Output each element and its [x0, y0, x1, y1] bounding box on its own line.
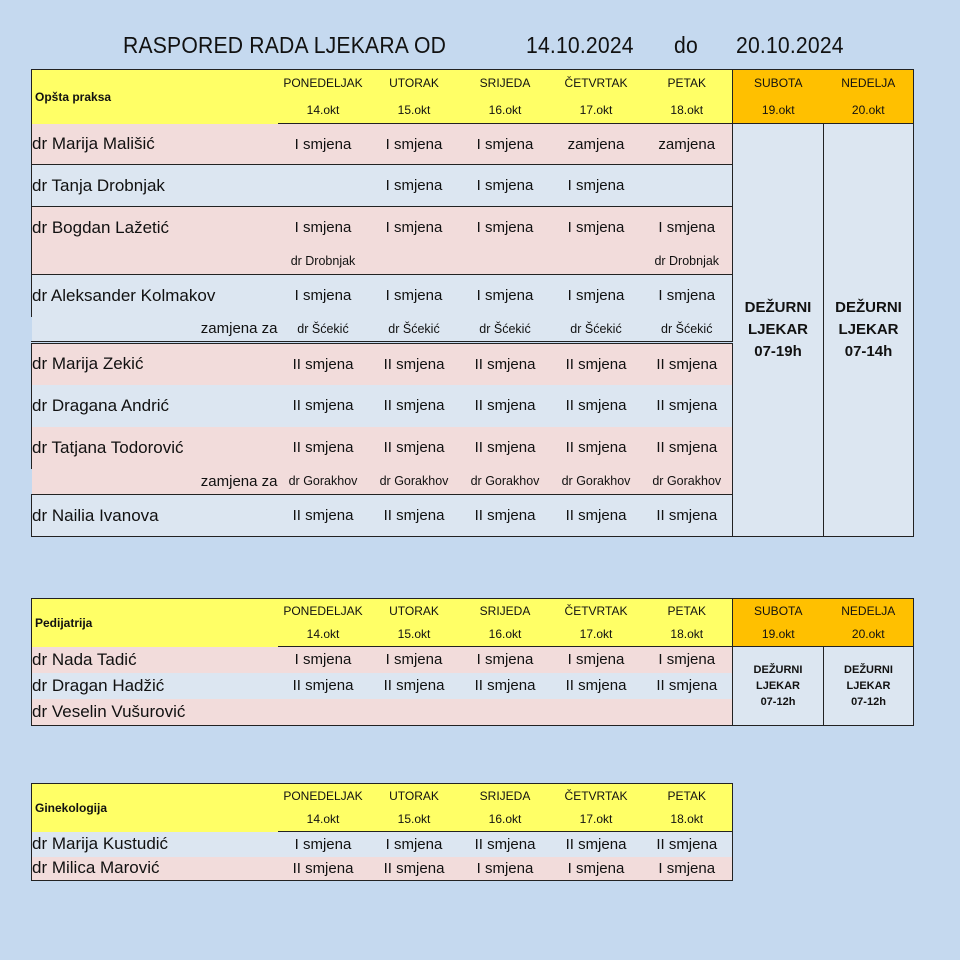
day-header: NEDELJA — [824, 70, 914, 97]
day-header: PONEDELJAK — [278, 784, 369, 808]
shift-cell: I smjena — [278, 275, 369, 317]
shift-cell: II smjena — [551, 427, 642, 469]
date-to: 20.10.2024 — [736, 32, 844, 58]
shift-cell: II smjena — [551, 673, 642, 699]
shift-cell: I smjena — [551, 857, 642, 881]
replacement-cell: dr Šćekić — [278, 317, 369, 343]
day-header: PONEDELJAK — [278, 599, 369, 623]
shift-cell: II smjena — [460, 832, 551, 857]
shift-cell: I smjena — [460, 124, 551, 165]
shift-cell: II smjena — [278, 385, 369, 427]
shift-cell: I smjena — [278, 647, 369, 673]
shift-cell: I smjena — [369, 207, 460, 249]
shift-cell: II smjena — [369, 673, 460, 699]
day-header: SUBOTA — [733, 599, 824, 623]
day-header: SRIJEDA — [460, 599, 551, 623]
shift-cell: I smjena — [369, 275, 460, 317]
replacement-cell — [460, 249, 551, 275]
replacement-label: zamjena za — [32, 469, 278, 495]
duty-line: 07-12h — [760, 696, 796, 708]
replacement-cell: dr Gorakhov — [460, 469, 551, 495]
table-row — [32, 832, 733, 857]
section-title: Pedijatrija — [32, 599, 278, 647]
duty-line: DEŽURNI — [835, 299, 902, 316]
day-date: 15.okt — [369, 808, 460, 832]
ginekologija-table — [31, 783, 733, 881]
shift-cell: II smjena — [642, 427, 733, 469]
shift-cell: II smjena — [278, 343, 369, 385]
shift-cell: II smjena — [551, 343, 642, 385]
shift-cell: II smjena — [278, 673, 369, 699]
day-date: 16.okt — [460, 97, 551, 124]
day-date: 18.okt — [642, 97, 733, 124]
shift-cell: II smjena — [551, 385, 642, 427]
shift-cell: II smjena — [460, 385, 551, 427]
shift-cell: I smjena — [551, 165, 642, 207]
duty-line: LJEKAR — [747, 321, 808, 338]
shift-cell: II smjena — [460, 673, 551, 699]
replacement-cell: dr Šćekić — [369, 317, 460, 343]
doctor-name: dr Milica Marović — [32, 857, 278, 881]
shift-cell: I smjena — [460, 857, 551, 881]
day-header: UTORAK — [369, 784, 460, 808]
day-date: 14.okt — [278, 808, 369, 832]
saturday-duty — [733, 124, 824, 537]
shift-cell: II smjena — [278, 427, 369, 469]
shift-cell — [642, 699, 733, 726]
page-title: RASPORED RADA LJEKARA OD — [123, 32, 447, 58]
day-date: 20.okt — [824, 623, 914, 647]
replacement-cell: dr Šćekić — [642, 317, 733, 343]
opsta-praksa-table — [31, 69, 914, 537]
shift-cell: I smjena — [460, 275, 551, 317]
shift-cell — [278, 165, 369, 207]
shift-cell: II smjena — [551, 832, 642, 857]
shift-cell: I smjena — [460, 647, 551, 673]
sunday-duty — [824, 124, 914, 537]
replacement-cell: dr Drobnjak — [642, 249, 733, 275]
replacement-cell: dr Gorakhov — [278, 469, 369, 495]
table-row — [32, 124, 914, 165]
day-date: 16.okt — [460, 808, 551, 832]
doctor-name: dr Veselin Vušurović — [32, 699, 278, 726]
duty-line: LJEKAR — [846, 680, 891, 692]
duty-line: 07-12h — [851, 696, 886, 708]
replacement-label: zamjena za — [32, 317, 278, 343]
shift-cell: I smjena — [369, 832, 460, 857]
doctor-name: dr Bogdan Lažetić — [32, 207, 278, 249]
duty-line: DEŽURNI — [753, 664, 803, 676]
doctor-name: dr Aleksander Kolmakov — [32, 275, 278, 317]
doctor-name: dr Tanja Drobnjak — [32, 165, 278, 207]
shift-cell: II smjena — [642, 343, 733, 385]
shift-cell: I smjena — [551, 647, 642, 673]
shift-cell: I smjena — [278, 124, 369, 165]
day-header: NEDELJA — [824, 599, 914, 623]
duty-line: 07-19h — [754, 343, 802, 360]
day-date: 14.okt — [278, 623, 369, 647]
shift-cell: I smjena — [369, 165, 460, 207]
section-title: Opšta praksa — [32, 70, 278, 124]
shift-cell: I smjena — [278, 832, 369, 857]
date-separator: do — [674, 32, 698, 58]
pedijatrija-table — [31, 598, 914, 726]
shift-cell: I smjena — [551, 207, 642, 249]
section-title: Ginekologija — [32, 784, 278, 832]
duty-line: DEŽURNI — [844, 664, 893, 676]
shift-cell: II smjena — [642, 832, 733, 857]
day-header: PETAK — [642, 784, 733, 808]
day-date: 18.okt — [642, 808, 733, 832]
shift-cell — [642, 165, 733, 207]
duty-line: LJEKAR — [755, 680, 800, 692]
day-date: 17.okt — [551, 97, 642, 124]
table-row — [32, 647, 914, 673]
doctor-name: dr Marija Mališić — [32, 124, 278, 165]
shift-cell: I smjena — [460, 165, 551, 207]
day-date: 16.okt — [460, 623, 551, 647]
shift-cell: I smjena — [551, 275, 642, 317]
day-header: PETAK — [642, 599, 733, 623]
shift-cell: I smjena — [369, 124, 460, 165]
replacement-cell: dr Šćekić — [551, 317, 642, 343]
shift-cell: II smjena — [369, 857, 460, 881]
day-date: 17.okt — [551, 808, 642, 832]
shift-cell: II smjena — [369, 495, 460, 537]
replacement-cell: dr Šćekić — [460, 317, 551, 343]
day-date: 14.okt — [278, 97, 369, 124]
table-row — [32, 857, 733, 881]
shift-cell: I smjena — [642, 647, 733, 673]
day-date: 19.okt — [733, 97, 824, 124]
replacement-cell: dr Gorakhov — [642, 469, 733, 495]
shift-cell — [278, 699, 369, 726]
day-header: ČETVRTAK — [551, 784, 642, 808]
shift-cell: II smjena — [369, 343, 460, 385]
duty-line: DEŽURNI — [744, 299, 812, 316]
duty-line: LJEKAR — [838, 321, 899, 338]
replacement-cell: dr Gorakhov — [369, 469, 460, 495]
doctor-name: dr Nada Tadić — [32, 647, 278, 673]
doctor-name: dr Marija Kustudić — [32, 832, 278, 857]
shift-cell: zamjena — [551, 124, 642, 165]
day-date: 20.okt — [824, 97, 914, 124]
day-date: 17.okt — [551, 623, 642, 647]
replacement-cell — [369, 249, 460, 275]
day-header: SUBOTA — [733, 70, 824, 97]
day-header: ČETVRTAK — [551, 70, 642, 97]
replacement-cell: dr Gorakhov — [551, 469, 642, 495]
shift-cell: zamjena — [642, 124, 733, 165]
doctor-name: dr Tatjana Todorović — [32, 427, 278, 469]
shift-cell: II smjena — [460, 427, 551, 469]
shift-cell: II smjena — [551, 495, 642, 537]
doctor-name: dr Dragan Hadžić — [32, 673, 278, 699]
duty-line: 07-14h — [844, 343, 893, 360]
shift-cell: II smjena — [460, 495, 551, 537]
shift-cell — [369, 699, 460, 726]
shift-cell: I smjena — [642, 275, 733, 317]
shift-cell: II smjena — [369, 385, 460, 427]
day-header: ČETVRTAK — [551, 599, 642, 623]
day-header: UTORAK — [369, 70, 460, 97]
saturday-duty — [733, 647, 824, 726]
shift-cell: II smjena — [642, 495, 733, 537]
day-date: 18.okt — [642, 623, 733, 647]
shift-cell — [551, 699, 642, 726]
day-header: SRIJEDA — [460, 784, 551, 808]
doctor-name: dr Marija Zekić — [32, 343, 278, 385]
date-from: 14.10.2024 — [526, 32, 634, 58]
day-date: 19.okt — [733, 623, 824, 647]
day-header: UTORAK — [369, 599, 460, 623]
day-header: PETAK — [642, 70, 733, 97]
sunday-duty — [824, 647, 914, 726]
shift-cell: I smjena — [369, 647, 460, 673]
replacement-cell — [551, 249, 642, 275]
shift-cell: I smjena — [460, 207, 551, 249]
shift-cell: II smjena — [278, 857, 369, 881]
day-date: 15.okt — [369, 623, 460, 647]
shift-cell: II smjena — [369, 427, 460, 469]
shift-cell: II smjena — [642, 673, 733, 699]
day-header: PONEDELJAK — [278, 70, 369, 97]
shift-cell: I smjena — [642, 857, 733, 881]
shift-cell: I smjena — [278, 207, 369, 249]
replacement-cell: dr Drobnjak — [278, 249, 369, 275]
shift-cell: II smjena — [278, 495, 369, 537]
shift-cell — [460, 699, 551, 726]
doctor-name: dr Dragana Andrić — [32, 385, 278, 427]
shift-cell: II smjena — [642, 385, 733, 427]
doctor-name: dr Nailia Ivanova — [32, 495, 278, 537]
shift-cell: I smjena — [642, 207, 733, 249]
day-date: 15.okt — [369, 97, 460, 124]
shift-cell: II smjena — [460, 343, 551, 385]
day-header: SRIJEDA — [460, 70, 551, 97]
